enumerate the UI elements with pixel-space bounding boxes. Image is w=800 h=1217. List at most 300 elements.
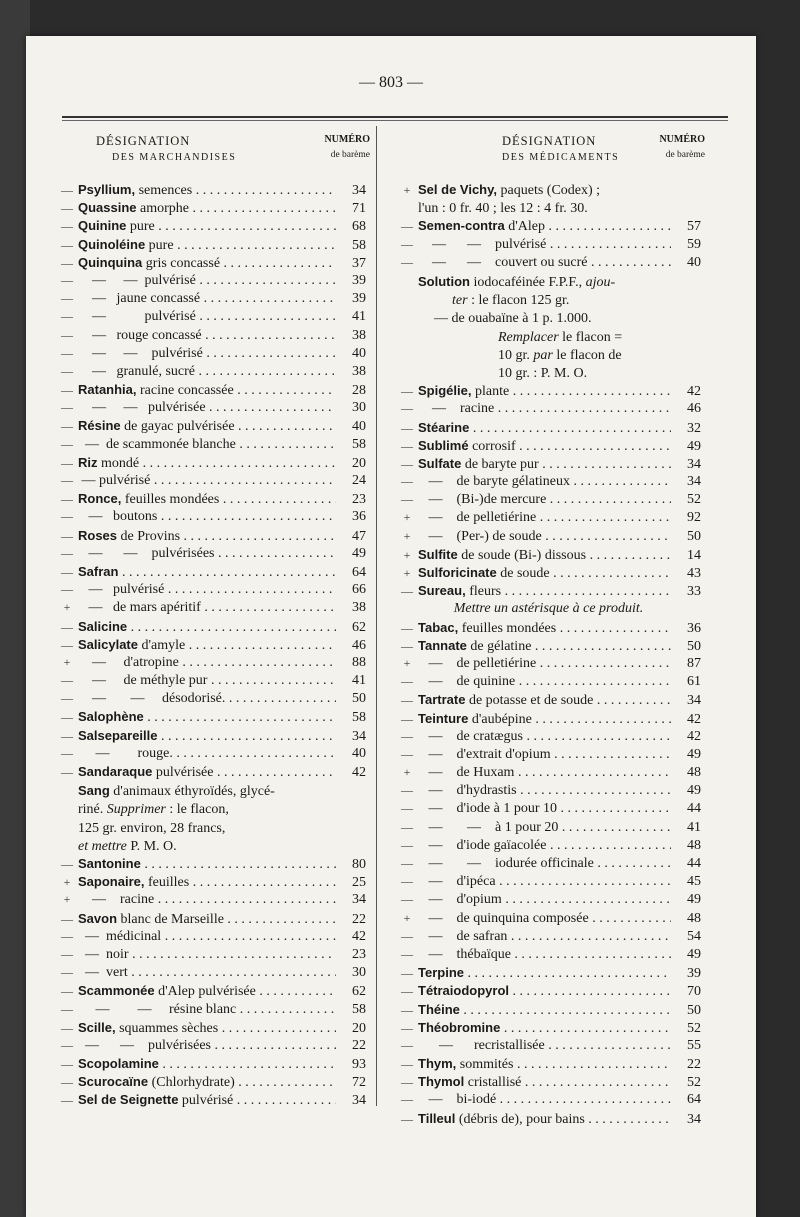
entry-marker: — (401, 254, 413, 269)
bareme-number: 64 (352, 564, 366, 580)
entry-marker: — (61, 255, 73, 270)
entry-designation (78, 1056, 336, 1073)
entry-text: — rouge concassé . . . (78, 328, 336, 343)
entry-designation (418, 911, 671, 927)
bareme-number: 22 (352, 911, 366, 927)
entry-marker: — (61, 272, 73, 287)
right-column (396, 126, 705, 1129)
entry-name: Salsepareille (78, 727, 158, 743)
entry-text: d'Alep . . . (505, 219, 671, 234)
entry-text: — granulé, sucré . . . (78, 364, 336, 379)
entry-text: pure . . . (145, 238, 336, 253)
bareme-number: 38 (352, 327, 366, 343)
entry-text: de Provins . . . (117, 529, 336, 544)
entry-designation (418, 765, 671, 781)
right-entries-b (396, 383, 701, 601)
entry-marker: — (61, 201, 73, 216)
entry-marker: — (401, 801, 413, 816)
entry-text: feuilles . . . (144, 875, 336, 890)
vichy-entry-line2 (396, 200, 701, 218)
entry-marker: — (401, 438, 413, 453)
entry-marker: + (403, 765, 411, 780)
entry-designation (418, 565, 671, 582)
entry-row (56, 691, 366, 709)
solution-entry (396, 273, 701, 383)
entry-designation (78, 509, 336, 525)
bareme-number: 34 (352, 183, 366, 198)
entry-designation (418, 656, 671, 672)
entry-text: riné. (78, 802, 107, 818)
entry-designation (78, 1038, 336, 1054)
bareme-number: 70 (687, 984, 701, 1000)
entry-marker: — (401, 492, 413, 507)
entry-text: feuilles mondées . . . (121, 492, 336, 507)
entry-text: — de pelletiérine . . . (418, 510, 671, 525)
bareme-number: 48 (687, 765, 701, 781)
entry-marker: — (401, 728, 413, 743)
entry-marker: — (61, 710, 73, 725)
entry-text: blanc de Marseille . . . (117, 912, 336, 927)
entry-row (396, 765, 701, 783)
left-entries-b (56, 856, 366, 1111)
entry-marker: — (61, 1020, 73, 1035)
entry-italic: Supprimer (106, 802, 166, 818)
entry-designation (418, 929, 671, 945)
entry-row (396, 874, 701, 892)
entry-marker: — (61, 183, 73, 197)
entry-text: — noir . . . (78, 947, 336, 962)
entry-marker: — (61, 400, 73, 415)
bareme-number: 39 (687, 966, 701, 982)
entry-row (56, 1056, 366, 1074)
entry-text: — — pulvérisé . . . (78, 273, 336, 288)
entry-marker: — (401, 1075, 413, 1090)
entry-row (56, 983, 366, 1001)
entry-marker: — (401, 1020, 413, 1035)
entry-row (56, 637, 366, 655)
entry-text: l'un : 0 fr. 40 ; les 12 : 4 fr. 30. (418, 201, 588, 217)
entry-designation (78, 600, 336, 616)
entry-name: Quassine (78, 200, 137, 216)
entry-marker: — (401, 584, 413, 599)
entry-row (396, 856, 701, 874)
entry-text (141, 857, 336, 872)
entry-designation (418, 729, 671, 745)
entry-marker: — (401, 693, 413, 708)
entry-name: Sandaraque (78, 764, 153, 779)
entry-marker: — (401, 384, 413, 399)
entry-marker: — (401, 674, 413, 689)
entry-marker: — (61, 1093, 73, 1108)
page-number: — 803 — (359, 74, 423, 91)
entry-row (396, 783, 701, 801)
entry-text: — (Per-) de soude . . . (418, 529, 671, 544)
entry-marker: — (61, 1001, 73, 1016)
bareme-number: 48 (687, 837, 701, 853)
entry-text (118, 565, 336, 580)
entry-name: Savon (78, 910, 118, 926)
entry-marker: — (401, 874, 413, 889)
bareme-number: 39 (352, 291, 366, 307)
bareme-number: 40 (352, 345, 366, 361)
entry-designation (78, 582, 336, 598)
entry-marker: — (401, 474, 413, 489)
entry-text: — pulvérisé . . . (78, 309, 336, 324)
entry-designation (78, 965, 336, 981)
entry-name: Thymol (418, 1074, 465, 1090)
entry-name: Ratanhia, (78, 382, 137, 398)
entry-row (396, 638, 701, 656)
entry-row (396, 929, 701, 947)
entry-marker: — (401, 928, 413, 943)
entry-text: iodocaféinée F.P.F., (470, 274, 586, 290)
entry-text: — de safran . . . (418, 929, 671, 944)
entry-marker: — (401, 236, 413, 251)
entry-text: P. M. O. (126, 838, 177, 854)
entry-text: — de Huxam . . . (418, 765, 671, 780)
entry-text: pulvérisée . . . (152, 765, 336, 780)
entry-designation (418, 456, 671, 473)
entry-text: — médicinal . . . (78, 929, 336, 944)
entry-designation (418, 1056, 671, 1073)
entry-text (460, 1003, 671, 1018)
bareme-number: 61 (687, 674, 701, 690)
entry-marker: — (401, 746, 413, 761)
entry-marker: + (403, 510, 411, 525)
bareme-number: 23 (352, 946, 366, 962)
entry-name: Scopolamine (78, 1056, 159, 1072)
entry-row (396, 947, 701, 965)
entry-text: sommités . . . (456, 1057, 671, 1072)
entry-marker: — (401, 219, 413, 234)
entry-marker: — (401, 1111, 413, 1126)
entry-designation (418, 1002, 671, 1019)
entry-row (56, 947, 366, 965)
entry-marker: — (61, 363, 73, 378)
entry-row (56, 892, 366, 910)
entry-row (56, 491, 366, 509)
entry-row (56, 856, 366, 874)
bareme-number: 40 (352, 745, 366, 761)
entry-designation (78, 746, 336, 762)
entry-marker: — (61, 857, 73, 871)
bareme-number: 47 (352, 528, 366, 544)
entry-row (56, 437, 366, 455)
entry-row (396, 1020, 701, 1038)
entry-row (396, 983, 701, 1001)
entry-marker: — (401, 856, 413, 871)
bareme-number: 33 (687, 584, 701, 600)
number-heading: NUMÉRO (659, 134, 705, 145)
entry-name: Sel de Vichy, (418, 182, 498, 197)
entry-designation (418, 692, 671, 709)
bareme-number: 30 (352, 400, 366, 416)
entry-text (159, 1057, 336, 1072)
entry-text: pure . . . (126, 219, 336, 234)
entry-designation (418, 492, 671, 508)
top-rule (62, 116, 728, 118)
entry-row (56, 418, 366, 436)
entry-designation (78, 911, 336, 928)
entry-name: Terpine (418, 965, 464, 981)
bareme-number: 28 (352, 383, 366, 399)
page-sheet (26, 36, 756, 1217)
left-column-header (56, 126, 370, 182)
entry-designation (78, 546, 336, 562)
entry-text: — — couvert ou sucré . . . (418, 255, 671, 270)
entry-marker: + (63, 875, 71, 890)
entry-designation (418, 947, 671, 963)
entry-designation (418, 820, 671, 836)
entry-text: d'Alep pulvérisée . . . (155, 984, 336, 999)
bareme-number: 41 (687, 819, 701, 835)
entry-designation (418, 383, 671, 400)
bareme-number: 38 (352, 600, 366, 616)
bareme-heading: de barème (665, 150, 705, 160)
bareme-number: 34 (687, 1111, 701, 1127)
entry-name: Quinine (78, 218, 127, 234)
entry-marker: — (61, 619, 73, 634)
entry-designation (78, 200, 336, 217)
entry-italic: ajou- (585, 274, 616, 290)
entry-marker: — (401, 966, 413, 981)
entry-text: — de baryte gélatineux . . . (418, 474, 671, 489)
entry-name: Riz (78, 454, 98, 470)
bareme-number: 49 (352, 545, 366, 561)
entry-marker: — (61, 528, 73, 543)
bareme-number: 20 (352, 455, 366, 471)
bareme-number: 66 (352, 582, 366, 598)
entry-text: fleurs . . . (466, 584, 671, 599)
entry-text: racine concassée . . . (137, 383, 336, 398)
entry-row (396, 838, 701, 856)
entry-text: de soude (Bi-) dissous . . . (458, 548, 671, 563)
entry-row (396, 656, 701, 674)
entry-marker: — (401, 638, 413, 653)
entry-row (396, 456, 701, 474)
entry-text: — d'atropine . . . (78, 655, 336, 670)
entry-designation (418, 255, 671, 271)
designation-heading: DÉSIGNATION (96, 134, 191, 148)
entry-designation (418, 856, 671, 872)
entry-designation (78, 619, 336, 636)
entry-marker: — (61, 582, 73, 597)
bareme-number: 48 (687, 910, 701, 926)
bareme-heading: de barème (330, 150, 370, 160)
entry-designation (418, 801, 671, 817)
entry-text: — — iodurée officinale . . . (418, 856, 671, 871)
entry-text: — d'iode gaïacolée . . . (418, 838, 671, 853)
entry-row (396, 474, 701, 492)
entry-marker: — (61, 1075, 73, 1090)
bareme-number: 55 (687, 1037, 701, 1053)
bareme-number: 37 (352, 255, 366, 271)
entry-marker: — (401, 783, 413, 798)
entry-designation (78, 382, 336, 399)
entry-designation (78, 709, 336, 726)
entry-row (56, 929, 366, 947)
entry-row (396, 1038, 701, 1056)
entry-designation (78, 182, 336, 199)
bareme-number: 41 (352, 673, 366, 689)
sang-entry (56, 782, 366, 856)
entry-name: Ronce, (78, 491, 122, 507)
entry-designation (78, 473, 336, 489)
entry-name: Scille, (78, 1019, 116, 1035)
entry-text: — d'ipéca . . . (418, 874, 671, 889)
right-column-header (396, 126, 705, 182)
bareme-number: 44 (687, 801, 701, 817)
entry-designation (78, 1074, 336, 1091)
bareme-number: 49 (687, 746, 701, 762)
entry-text: — de scammonée blanche . . . (78, 437, 336, 452)
entry-marker: — (61, 765, 73, 779)
entry-designation (78, 455, 336, 472)
entry-row (56, 218, 366, 236)
top-rule-thin (62, 120, 728, 121)
right-entries-c (396, 620, 701, 1129)
entry-text: 125 gr. environ, 28 francs, (78, 820, 226, 836)
entry-row (56, 1020, 366, 1038)
entry-designation (78, 673, 336, 689)
entry-marker: — (401, 1057, 413, 1072)
entry-marker: — (61, 237, 73, 252)
designation-subheading: DES MÉDICAMENTS (502, 152, 620, 163)
entry-row (56, 455, 366, 473)
entry-marker: — (61, 436, 73, 451)
entry-designation (418, 983, 671, 1000)
bareme-number: 34 (352, 1093, 366, 1109)
entry-name: Salicylate (78, 636, 138, 652)
entry-row (396, 218, 701, 236)
entry-row (396, 1056, 701, 1074)
entry-row (56, 382, 366, 400)
bareme-number: 25 (352, 875, 366, 891)
bareme-number: 50 (687, 528, 701, 544)
entry-designation (78, 764, 336, 781)
entry-marker: — (61, 419, 73, 434)
entry-name: Psyllium, (78, 182, 136, 197)
bareme-number: 23 (352, 492, 366, 508)
bareme-number: 41 (352, 309, 366, 325)
entry-marker: — (61, 911, 73, 926)
bareme-number: 22 (687, 1057, 701, 1073)
entry-row (56, 728, 366, 746)
entry-row (56, 200, 366, 218)
bareme-number: 30 (352, 965, 366, 981)
entry-row (56, 473, 366, 491)
bareme-number: 46 (687, 401, 701, 417)
bareme-number: 49 (687, 783, 701, 799)
entry-marker: — (61, 455, 73, 470)
entry-name: Semen-contra (418, 218, 505, 234)
entry-row (396, 729, 701, 747)
bareme-number: 71 (352, 201, 366, 217)
entry-row (396, 583, 701, 601)
bareme-number: 58 (352, 1001, 366, 1017)
entry-text: 10 gr. : P. M. O. (498, 365, 588, 381)
entry-text: paquets (Codex) ; (497, 183, 601, 198)
entry-designation (418, 474, 671, 490)
entry-name: Sulfite (418, 546, 458, 562)
bareme-number: 40 (352, 419, 366, 435)
bareme-number: 49 (687, 946, 701, 962)
entry-marker: — (61, 492, 73, 507)
bareme-number: 14 (687, 547, 701, 563)
entry-designation (418, 892, 671, 908)
entry-marker: — (401, 1037, 413, 1052)
entry-marker: — (61, 327, 73, 342)
bareme-number: 34 (352, 728, 366, 744)
entry-marker: + (403, 528, 411, 543)
entry-marker: — (61, 691, 73, 706)
bareme-number: 64 (687, 1092, 701, 1108)
entry-text: — — à 1 pour 20 . . . (418, 820, 671, 835)
entry-name: Sulfate (418, 455, 462, 471)
entry-row (56, 309, 366, 327)
entry-designation (418, 420, 671, 437)
entry-row (56, 182, 366, 200)
entry-text: — d'hydrastis . . . (418, 783, 671, 798)
entry-row (56, 746, 366, 764)
entry-marker: — (61, 673, 73, 688)
entry-name: Scurocaïne (78, 1074, 149, 1090)
asterisk-note: Mettre un astérisque à ce produit. (453, 601, 644, 617)
entry-name: Stéarine (418, 419, 470, 435)
entry-row (396, 547, 701, 565)
entry-row (56, 709, 366, 727)
entry-name: Safran (78, 563, 119, 579)
entry-text: — — pulvérisée . . . (78, 400, 336, 415)
bareme-number: 42 (687, 384, 701, 400)
entry-designation (418, 674, 671, 690)
entry-row (56, 965, 366, 983)
entry-marker: — (401, 456, 413, 471)
entry-text: (Chlorhydrate) . . . (148, 1075, 336, 1090)
entry-row (396, 711, 701, 729)
entry-designation (78, 418, 336, 435)
entry-row (56, 582, 366, 600)
entry-designation (78, 1002, 336, 1018)
entry-row (56, 1038, 366, 1056)
entry-designation (418, 838, 671, 854)
designation-subheading: DES MARCHANDISES (112, 152, 237, 163)
entry-text: semences . . . (135, 183, 336, 198)
entry-row (396, 1074, 701, 1092)
entry-marker: — (61, 637, 73, 652)
bareme-number: 58 (352, 436, 366, 452)
entry-name: Salicine (78, 618, 128, 634)
entry-designation (78, 364, 336, 380)
entry-name: Scammonée (78, 983, 155, 999)
bareme-number: 59 (687, 236, 701, 252)
entry-marker: — (401, 946, 413, 961)
entry-marker: — (61, 946, 73, 961)
entry-text: le flacon de (552, 347, 622, 363)
bareme-number: 38 (352, 363, 366, 379)
entry-text: cristallisé . . . (464, 1075, 671, 1090)
entry-text: — pulvérisé . . . (78, 473, 336, 488)
bareme-number: 42 (687, 711, 701, 727)
entry-marker: — (61, 928, 73, 943)
entry-row (56, 291, 366, 309)
entry-row (56, 655, 366, 673)
entry-text (144, 710, 336, 725)
entry-row (56, 509, 366, 527)
bareme-number: 93 (352, 1057, 366, 1073)
bareme-number: 24 (352, 473, 366, 488)
entry-text: plante . . . (471, 384, 671, 399)
